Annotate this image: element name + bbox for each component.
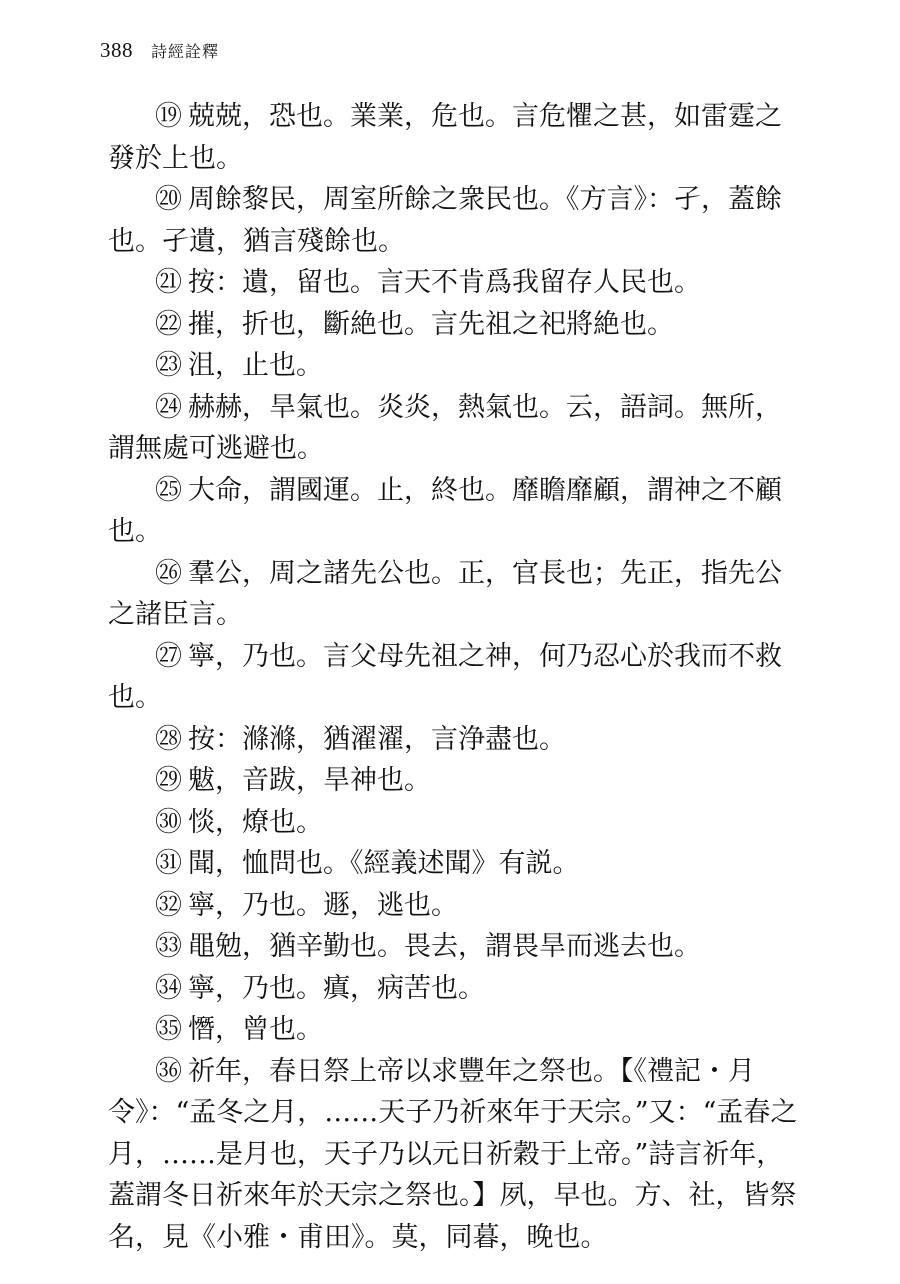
note-number: ㉒ xyxy=(155,308,182,340)
note-24 xyxy=(108,387,808,470)
note-23 xyxy=(108,345,808,387)
note-text: 聞，恤問也。《經義述聞》有説。 xyxy=(188,848,580,879)
note-text: 寧，乃也。遯，逃也。 xyxy=(188,889,458,921)
note-text: 赫赫，旱氣也。炎炎，熱氣也。云，語詞。無所，謂無處可逃避也。 xyxy=(108,391,782,464)
note-text: 寧，乃也。言父母先祖之神，何乃忍心於我而不救也。 xyxy=(108,640,782,713)
note-number: ㉚ xyxy=(155,806,182,838)
note-text: 寧，乃也。瘨，病苦也。 xyxy=(188,972,485,1004)
note-text: 黽勉，猶辛勤也。畏去，謂畏旱而逃去也。 xyxy=(188,931,701,962)
note-29 xyxy=(108,760,808,802)
note-text: 羣公，周之諸先公也。正，官長也；先正，指先公之諸臣言。 xyxy=(108,557,782,630)
note-32 xyxy=(108,885,808,927)
note-number: ⑳ xyxy=(155,184,182,215)
note-20 xyxy=(108,179,808,262)
note-number: ㊱ xyxy=(155,1055,182,1087)
note-number: ㉘ xyxy=(155,723,182,755)
note-21 xyxy=(108,262,808,304)
note-number: ㉓ xyxy=(155,350,182,381)
note-27 xyxy=(108,636,808,719)
note-number: ㉞ xyxy=(155,972,182,1004)
note-text: 憯，曾也。 xyxy=(188,1014,323,1045)
note-text: 祈年，春日祭上帝以求豐年之祭也。【《禮記・月令》：“孟冬之月，……天子乃祈來年于天宗。”又：“孟春之月，……是月也，天子乃以元日祈穀于上帝。”詩言祈年，蓋謂冬日祈來年於天宗之祭也。】夙，早也。方、社，皆祭名，見《小雅・甫田》。莫，同暮，晚也。 xyxy=(108,1055,798,1253)
note-31 xyxy=(108,843,808,885)
note-number: ㉖ xyxy=(155,557,182,589)
note-number: ㉗ xyxy=(155,640,182,672)
page-header xyxy=(100,38,219,72)
annotation-list xyxy=(108,96,808,1258)
note-text: 魃，音跋，旱神也。 xyxy=(188,765,431,796)
note-number: ㉟ xyxy=(155,1014,182,1045)
note-text: 周餘黎民，周室所餘之衆民也。《方言》：孑，蓋餘也。孑遺，猶言殘餘也。 xyxy=(108,184,782,257)
note-number: ⑲ xyxy=(155,101,182,132)
note-36 xyxy=(108,1051,808,1259)
note-text: 惔，燎也。 xyxy=(188,806,323,838)
note-number: ㉜ xyxy=(155,889,182,921)
note-35 xyxy=(108,1009,808,1051)
note-text: 沮，止也。 xyxy=(188,350,323,381)
note-number: ㉑ xyxy=(155,267,182,298)
note-text: 按：滌滌，猶濯濯，言浄盡也。 xyxy=(188,723,566,755)
note-number: ㉔ xyxy=(155,391,182,423)
note-number: ㉕ xyxy=(155,474,182,506)
note-19 xyxy=(108,96,808,179)
page-number: 388 xyxy=(100,38,133,62)
note-22 xyxy=(108,304,808,346)
note-30 xyxy=(108,802,808,844)
note-33 xyxy=(108,926,808,968)
note-34 xyxy=(108,968,808,1010)
note-text: 摧，折也，斷絶也。言先祖之祀將絶也。 xyxy=(188,308,674,340)
note-number: ㉙ xyxy=(155,765,182,796)
note-text: 兢兢，恐也。業業，危也。言危懼之甚，如雷霆之發於上也。 xyxy=(108,101,782,174)
note-25 xyxy=(108,470,808,553)
running-title: 詩經詮釋 xyxy=(151,42,220,61)
note-26 xyxy=(108,553,808,636)
note-text: 大命，謂國運。止，終也。靡瞻靡顧，謂神之不顧也。 xyxy=(108,474,782,547)
note-text: 按：遺，留也。言天不肯爲我留存人民也。 xyxy=(188,267,701,298)
note-number: ㉛ xyxy=(155,848,182,879)
note-number: ㉝ xyxy=(155,931,182,962)
note-28 xyxy=(108,719,808,761)
